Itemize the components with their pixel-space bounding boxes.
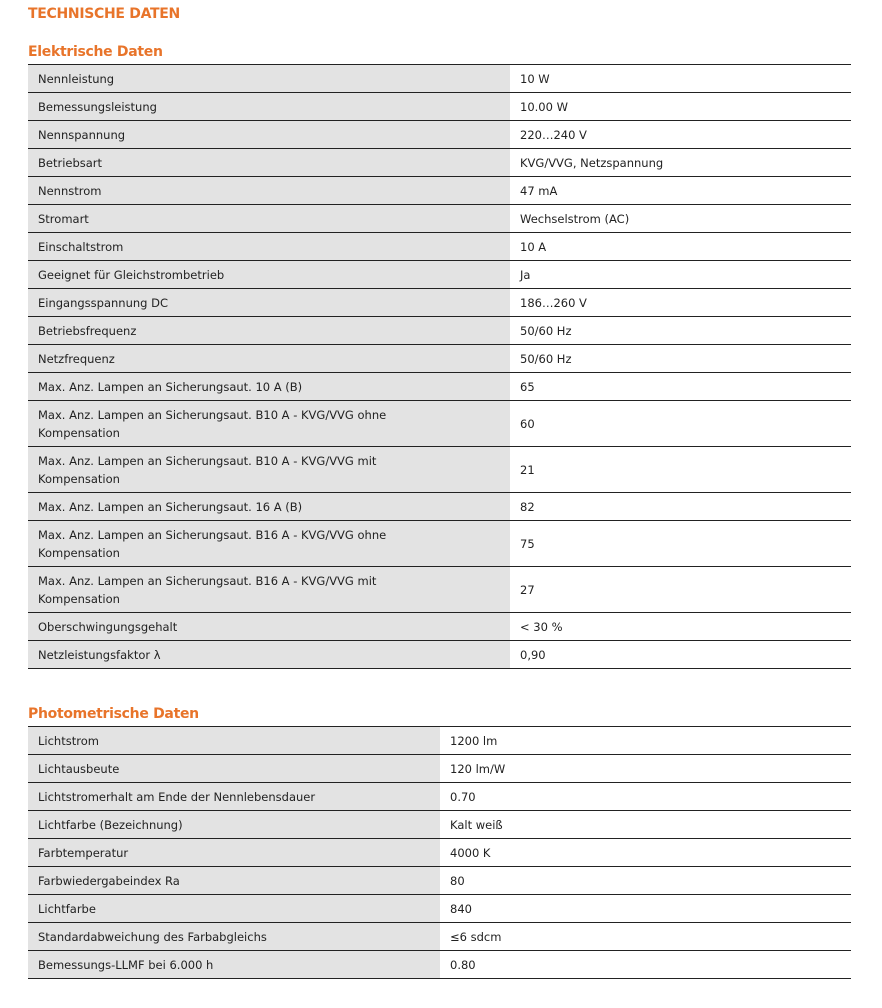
spec-value: 82: [510, 493, 851, 521]
spec-label: Netzfrequenz: [28, 345, 510, 373]
spec-label: Lichtausbeute: [28, 755, 440, 783]
table-row: [28, 149, 851, 177]
spec-label: Max. Anz. Lampen an Sicherungsaut. B10 A - KVG/VVG ohne Kompensation: [28, 401, 510, 447]
spec-value: ≤6 sdcm: [440, 923, 851, 951]
spec-label: Max. Anz. Lampen an Sicherungsaut. B16 A - KVG/VVG mit Kompensation: [28, 567, 510, 613]
spec-value: 10 A: [510, 233, 851, 261]
spec-label: Nennleistung: [28, 65, 510, 93]
spec-table: [28, 64, 851, 669]
spec-label: Lichtfarbe (Bezeichnung): [28, 811, 440, 839]
spec-label: Farbwiedergabeindex Ra: [28, 867, 440, 895]
table-row: [28, 93, 851, 121]
spec-label: Geeignet für Gleichstrombetrieb: [28, 261, 510, 289]
spec-value: 220…240 V: [510, 121, 851, 149]
table-row: [28, 521, 851, 567]
spec-value: 1200 lm: [440, 727, 851, 755]
spec-label: Nennstrom: [28, 177, 510, 205]
table-row: [28, 641, 851, 669]
table-row: [28, 867, 851, 895]
spec-table: [28, 726, 851, 979]
spec-label: Max. Anz. Lampen an Sicherungsaut. B10 A - KVG/VVG mit Kompensation: [28, 447, 510, 493]
table-row: [28, 839, 851, 867]
table-row: [28, 65, 851, 93]
section-photometric: [28, 706, 851, 979]
spec-value: Wechselstrom (AC): [510, 205, 851, 233]
table-row: [28, 783, 851, 811]
spec-value: 60: [510, 401, 851, 447]
spec-label: Bemessungsleistung: [28, 93, 510, 121]
table-row: [28, 345, 851, 373]
spec-value: 840: [440, 895, 851, 923]
table-row: [28, 727, 851, 755]
spec-value: 21: [510, 447, 851, 493]
spec-label: Betriebsart: [28, 149, 510, 177]
spec-value: 186…260 V: [510, 289, 851, 317]
spec-value: Ja: [510, 261, 851, 289]
table-row: [28, 289, 851, 317]
table-row: [28, 373, 851, 401]
spec-label: Nennspannung: [28, 121, 510, 149]
spec-label: Lichtstromerhalt am Ende der Nennlebensdauer: [28, 783, 440, 811]
spec-value: 10.00 W: [510, 93, 851, 121]
spec-label: Stromart: [28, 205, 510, 233]
spec-value: 0.70: [440, 783, 851, 811]
spec-value: Kalt weiß: [440, 811, 851, 839]
spec-value: < 30 %: [510, 613, 851, 641]
spec-value: 120 lm/W: [440, 755, 851, 783]
spec-value: 27: [510, 567, 851, 613]
spec-label: Lichtstrom: [28, 727, 440, 755]
spec-value: 50/60 Hz: [510, 317, 851, 345]
table-row: [28, 233, 851, 261]
spec-value: 0.80: [440, 951, 851, 979]
table-row: [28, 447, 851, 493]
spec-label: Standardabweichung des Farbabgleichs: [28, 923, 440, 951]
spec-label: Bemessungs-LLMF bei 6.000 h: [28, 951, 440, 979]
spec-label: Max. Anz. Lampen an Sicherungsaut. 10 A (B): [28, 373, 510, 401]
spec-label: Eingangsspannung DC: [28, 289, 510, 317]
table-row: [28, 811, 851, 839]
table-row: [28, 317, 851, 345]
table-row: [28, 401, 851, 447]
spec-label: Einschaltstrom: [28, 233, 510, 261]
table-row: [28, 613, 851, 641]
table-row: [28, 261, 851, 289]
section-heading: Photometrische Daten: [28, 706, 199, 722]
spec-value: 65: [510, 373, 851, 401]
spec-value: 75: [510, 521, 851, 567]
spec-value: 4000 K: [440, 839, 851, 867]
spec-label: Max. Anz. Lampen an Sicherungsaut. 16 A (B): [28, 493, 510, 521]
spec-value: 10 W: [510, 65, 851, 93]
spec-label: Betriebsfrequenz: [28, 317, 510, 345]
spec-label: Lichtfarbe: [28, 895, 440, 923]
table-row: [28, 493, 851, 521]
spec-value: 80: [440, 867, 851, 895]
page-title: TECHNISCHE DATEN: [28, 6, 180, 22]
spec-label: Netzleistungsfaktor λ: [28, 641, 510, 669]
spec-value: 50/60 Hz: [510, 345, 851, 373]
table-row: [28, 755, 851, 783]
spec-label: Oberschwingungsgehalt: [28, 613, 510, 641]
section-heading: Elektrische Daten: [28, 44, 163, 60]
section-electrical: [28, 44, 851, 669]
table-row: [28, 121, 851, 149]
spec-value: 0,90: [510, 641, 851, 669]
table-row: [28, 895, 851, 923]
spec-value: 47 mA: [510, 177, 851, 205]
table-row: [28, 951, 851, 979]
spec-label: Farbtemperatur: [28, 839, 440, 867]
spec-value: KVG/VVG, Netzspannung: [510, 149, 851, 177]
table-row: [28, 567, 851, 613]
table-row: [28, 177, 851, 205]
table-row: [28, 205, 851, 233]
spec-label: Max. Anz. Lampen an Sicherungsaut. B16 A - KVG/VVG ohne Kompensation: [28, 521, 510, 567]
table-row: [28, 923, 851, 951]
